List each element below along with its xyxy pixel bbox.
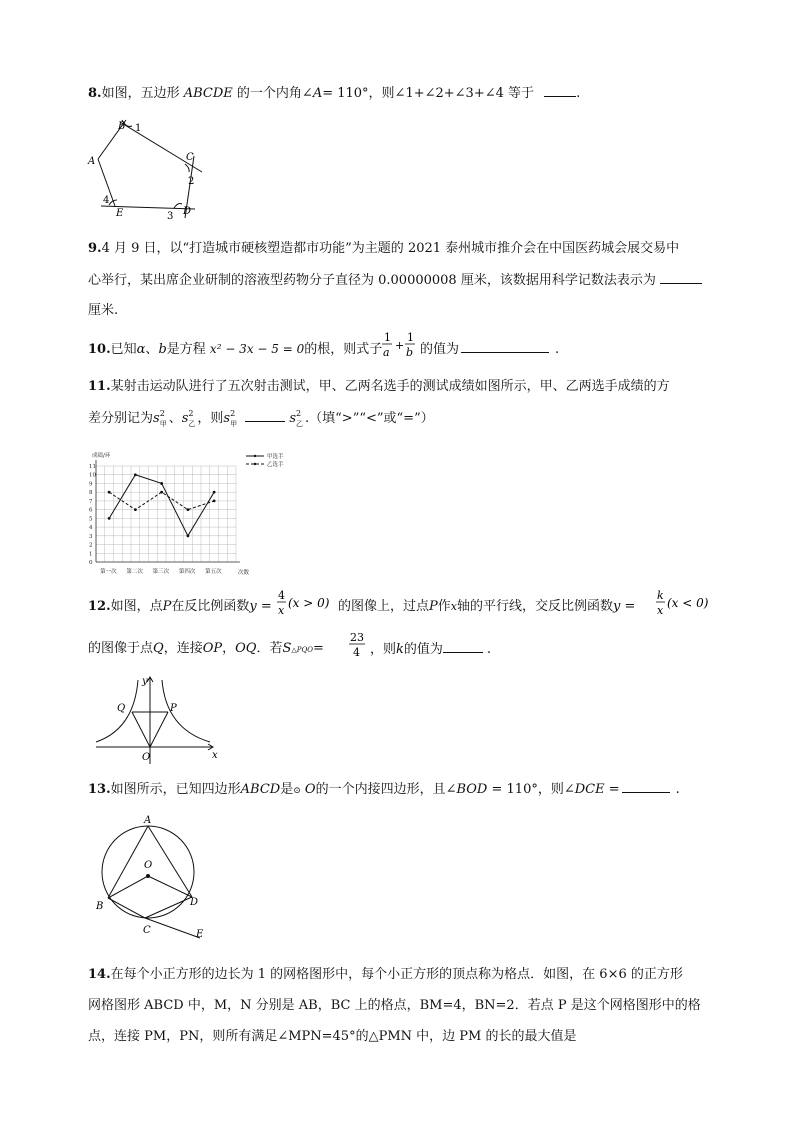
- pentagon-figure: [86, 112, 216, 222]
- q12-var: k: [396, 642, 404, 657]
- q10-frac-den: b: [406, 346, 414, 359]
- sup: 2: [296, 409, 302, 418]
- q8-text: 如图，五边形: [101, 86, 180, 101]
- legend-marker: [254, 455, 256, 457]
- q13-text: = 110°: [491, 782, 538, 797]
- question-number: 14.: [88, 967, 111, 982]
- y-tick-label: 7: [89, 498, 93, 505]
- label-x: x: [212, 750, 218, 761]
- q12-text: 的图像上，过点: [338, 599, 430, 614]
- q12-frac-num: 23: [350, 631, 364, 644]
- q12-text: ，则: [370, 642, 397, 657]
- sup: 2: [188, 409, 194, 418]
- q10-text: 的值为: [420, 342, 460, 357]
- q12-text: =: [312, 641, 324, 656]
- q12-text: 的图像于点: [88, 641, 154, 656]
- variance-scripts: [188, 409, 197, 428]
- q12-function-1: [277, 588, 347, 622]
- question-9: [88, 240, 679, 258]
- sup: 2: [159, 409, 165, 418]
- q8-angle: A: [312, 86, 323, 101]
- question-number: 12.: [88, 599, 111, 614]
- question-number: 8.: [88, 86, 102, 101]
- q12-domain: (x > 0): [288, 596, 330, 610]
- q12-func: y =: [613, 599, 636, 614]
- x-tick-label: 第一次: [100, 569, 117, 575]
- q12-frac-den: x: [278, 604, 285, 617]
- series-point: [213, 491, 216, 494]
- y-axis-label: 成绩/环: [92, 453, 111, 459]
- q11-text: 某射击运动队进行了五次射击测试，甲、乙两名选手的测试成绩如图所示，甲、乙两选手成绩的方: [110, 379, 670, 394]
- q12-func: y =: [249, 599, 272, 614]
- series-point: [108, 491, 111, 494]
- q10-text: 、: [145, 342, 159, 357]
- legend-label: 乙选手: [267, 462, 284, 468]
- y-tick-label: 2: [89, 542, 93, 549]
- q11-text: ，则: [197, 411, 224, 426]
- x-tick-label: 第二次: [126, 569, 143, 575]
- x-tick-label: 第四次: [178, 569, 196, 575]
- inscribed-quadrilateral-figure: [90, 812, 220, 942]
- question-10-tail: [420, 340, 559, 359]
- label-E: E: [196, 929, 204, 940]
- q11-text: .: [305, 411, 310, 426]
- series-point: [186, 508, 189, 511]
- q13-text: 是: [280, 782, 294, 797]
- q13-text: 的一个内接四边形，且∠: [315, 782, 457, 797]
- series-point: [134, 473, 137, 476]
- q12-text: 的值为: [403, 642, 443, 657]
- question-number: 13.: [88, 782, 111, 797]
- label-O: O: [142, 752, 151, 763]
- chart-grid: [96, 466, 236, 562]
- q9-text: 心举行，某出席企业研制的溶液型药物分子直径为 0.00000008 厘米，该数据用科学记数法表示为: [88, 273, 656, 288]
- q13-end: .: [675, 782, 680, 797]
- q8-text: 的一个内角∠: [236, 86, 313, 101]
- variance-scripts: [159, 409, 169, 428]
- q13-var: DCE: [574, 782, 605, 797]
- label-A: A: [88, 156, 96, 167]
- y-tick-label: 11: [89, 464, 96, 470]
- x-tick-label: 第三次: [152, 569, 170, 575]
- question-13: [88, 780, 680, 800]
- q9-text: 厘米.: [88, 303, 119, 318]
- question-number: 11.: [88, 379, 111, 394]
- series-point: [108, 517, 111, 520]
- q10-equation: x² − 3x − 5 = 0: [209, 342, 305, 356]
- label-Q: Q: [117, 703, 126, 714]
- variance-scripts: [230, 409, 239, 428]
- question-10: [88, 340, 382, 359]
- q9-text: 4 月 9 日，以“打造城市硬核塑造都市功能”为主题的 2021 泰州城市推介会在中国医药城会展交易中: [101, 241, 680, 256]
- q8-text: = 110°，则∠1+∠2+∠3+∠4 等于: [322, 86, 535, 101]
- q13-var: BOD: [456, 782, 488, 797]
- q12-var: OP: [202, 641, 223, 656]
- question-11: [88, 378, 670, 396]
- sub: 甲: [159, 420, 167, 428]
- q12-text: 如图，点: [110, 599, 163, 614]
- q12-var: x: [450, 600, 457, 613]
- circle-symbol: ⊙: [293, 786, 301, 796]
- y-tick-label: 1: [89, 551, 93, 558]
- variance-symbol: s: [181, 411, 189, 426]
- variance-scripts: [296, 409, 305, 428]
- q12-var: P: [429, 599, 438, 614]
- question-11-line2: [88, 409, 434, 428]
- q10-text: 已知: [110, 342, 137, 357]
- label-O: O: [144, 860, 153, 871]
- series-point: [160, 482, 163, 485]
- q14-text: 在每个小正方形的边长为 1 的网格图形中，每个小正方形的顶点称为格点．如图，在 6×6 的正方形: [110, 967, 683, 982]
- question-9-line3: [88, 302, 118, 320]
- chart-series: [108, 473, 216, 537]
- q8-shape: ABCDE: [183, 86, 233, 101]
- q10-var: α: [136, 342, 146, 357]
- answer-blank[interactable]: [660, 271, 702, 284]
- label-B: B: [96, 901, 104, 912]
- q12-text: 在反比例函数: [171, 599, 250, 614]
- question-12-line2: 的图像于点Q，连接OP，OQ．若S△PQO=: [88, 641, 324, 656]
- y-tick-label: 4: [89, 525, 93, 532]
- variance-symbol: s: [153, 411, 160, 426]
- sub: 乙: [188, 420, 196, 428]
- question-12-mid: [338, 598, 635, 616]
- hyperbola-figure: [92, 674, 222, 766]
- q12-var: S: [282, 641, 292, 656]
- label-D: D: [190, 897, 199, 908]
- q12-frac-num: 4: [278, 589, 285, 602]
- q12-text: ，连接: [163, 641, 203, 656]
- q10-fraction-expression: [380, 330, 420, 362]
- q12-frac-den: 4: [353, 646, 360, 659]
- q12-var: OQ: [235, 641, 257, 656]
- question-12: [88, 598, 272, 616]
- q10-frac-num: 1: [407, 331, 414, 344]
- q13-shape: ABCD: [240, 782, 281, 797]
- q12-var: Q: [153, 641, 164, 656]
- y-tick-label: 5: [89, 516, 93, 523]
- sup: 2: [230, 409, 236, 418]
- score-line-chart: [86, 448, 306, 578]
- y-tick-label: 10: [89, 472, 96, 479]
- q10-text: 是方程: [166, 342, 206, 357]
- question-14-line2: [88, 997, 701, 1015]
- q12-frac-den: x: [657, 604, 664, 617]
- q12-end: .: [486, 642, 492, 657]
- label-2: 2: [188, 176, 195, 187]
- variance-symbol: s: [289, 411, 297, 426]
- label-D: D: [183, 206, 192, 217]
- y-tick-label: 0: [89, 560, 93, 566]
- q10-end: .: [555, 342, 560, 357]
- q10-frac-den: a: [383, 346, 390, 359]
- label-4: 4: [103, 195, 110, 206]
- label-C: C: [143, 925, 151, 936]
- q11-text: （填“>”“<”或“=”）: [309, 411, 434, 426]
- q14-text: 点，连接 PM，PN，则所有满足∠MPN=45°的△PMN 中，边 PM 的长的最大值是: [88, 1029, 577, 1044]
- legend-label: 甲选手: [267, 454, 284, 460]
- y-tick-label: 8: [89, 490, 93, 497]
- q13-text: ，则∠: [537, 782, 575, 797]
- q14-text: 网格图形 ABCD 中，M，N 分别是 AB，BC 上的格点，BM=4，BN=2．若点 P 是这个网格图形中的格: [88, 998, 701, 1013]
- question-14-line3: [88, 1028, 576, 1046]
- answer-blank[interactable]: [245, 409, 285, 422]
- sub: 乙: [296, 420, 304, 428]
- label-A: A: [144, 815, 152, 826]
- series-point: [160, 491, 163, 494]
- label-3: 3: [167, 211, 174, 222]
- q10-text: 的根，则式子: [304, 342, 383, 357]
- question-number: 9.: [88, 241, 102, 256]
- q10-plus: +: [395, 339, 405, 352]
- q13-text: =: [608, 782, 620, 797]
- question-8: [88, 84, 580, 103]
- series-point: [134, 508, 137, 511]
- x-axis-label: 次数: [238, 570, 250, 576]
- q11-text: 差分别记为: [88, 411, 154, 426]
- sub: 甲: [230, 420, 238, 428]
- series-point: [213, 500, 216, 503]
- q12-function-2: [656, 588, 714, 622]
- legend-marker: [254, 463, 256, 465]
- label-E: E: [116, 208, 124, 219]
- answer-blank[interactable]: [443, 640, 483, 653]
- answer-blank[interactable]: [544, 84, 576, 97]
- q10-var: b: [158, 342, 167, 357]
- q12-sub: △PQO: [291, 646, 313, 654]
- q13-text: 如图所示，已知四边形: [110, 782, 241, 797]
- q12-text: 作: [437, 599, 451, 614]
- x-tick-label: 第五次: [205, 569, 222, 575]
- label-1: 1: [135, 123, 142, 134]
- question-9-line2: [88, 271, 702, 290]
- q13-var: O: [304, 782, 316, 797]
- q12-area-fraction: [347, 630, 369, 664]
- y-tick-label: 3: [89, 533, 93, 540]
- label-y: y: [142, 676, 148, 687]
- q10-frac-num: 1: [384, 331, 391, 344]
- q12-text: ．若: [256, 641, 283, 656]
- question-14: [88, 966, 683, 984]
- chart-axes: [89, 460, 240, 575]
- q8-end: .: [576, 86, 581, 101]
- question-12-tail: [370, 640, 491, 659]
- label-C: C: [186, 152, 194, 163]
- answer-blank[interactable]: [622, 780, 670, 793]
- q11-text: 、: [168, 411, 182, 426]
- q12-frac-num: k: [657, 589, 664, 602]
- answer-blank[interactable]: [461, 340, 549, 353]
- q12-text: 轴的平行线，交反比例函数: [457, 599, 614, 614]
- question-number: 10.: [88, 342, 111, 357]
- q12-domain: (x < 0): [667, 596, 709, 610]
- q12-var: P: [162, 599, 172, 614]
- label-B: B: [118, 121, 126, 132]
- variance-symbol: s: [223, 411, 231, 426]
- series-point: [186, 534, 189, 537]
- y-tick-label: 6: [89, 507, 93, 514]
- chart-legend: [246, 452, 284, 468]
- y-tick-label: 9: [89, 481, 93, 488]
- label-P: P: [170, 703, 177, 714]
